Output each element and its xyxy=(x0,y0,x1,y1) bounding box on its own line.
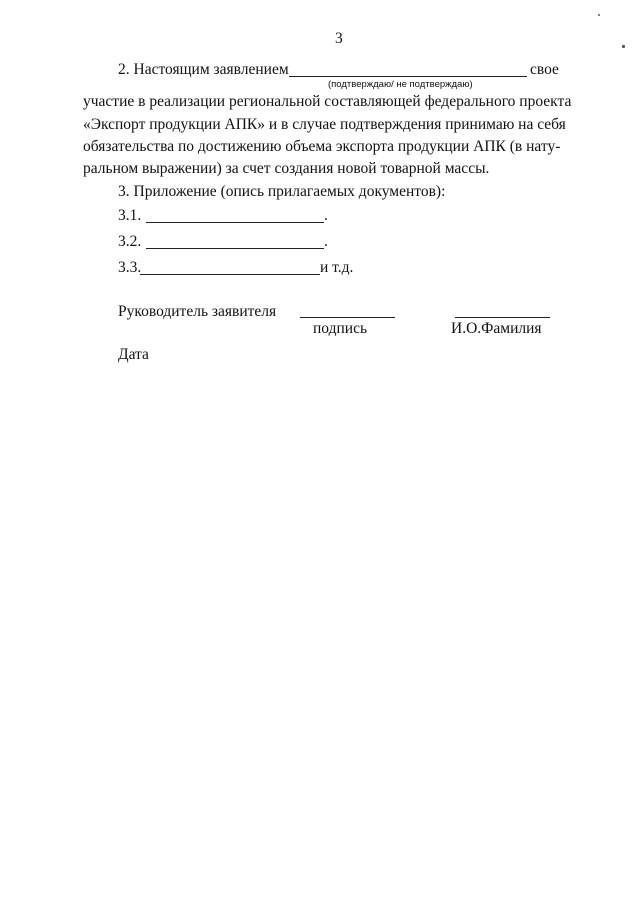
item-3-2-label: 3.2. xyxy=(118,233,142,250)
name-line xyxy=(455,317,550,318)
name-caption: И.О.Фамилия xyxy=(451,320,542,337)
section3-heading: 3. Приложение (опись прилагаемых документов): xyxy=(118,183,446,200)
section2-prefix: 2. Настоящим заявлением xyxy=(118,61,289,78)
item-3-1-line xyxy=(146,222,324,223)
date-label: Дата xyxy=(118,346,149,363)
item-3-3-label: 3.3. xyxy=(118,259,142,276)
confirm-blank-line xyxy=(289,76,527,77)
section2-line-4: ральном выражении) за счет создания новой товарной массы. xyxy=(83,160,490,177)
signature-line xyxy=(300,317,395,318)
item-3-1-end: . xyxy=(324,207,328,224)
page-number: 3 xyxy=(335,30,343,47)
item-3-3-end: и т.д. xyxy=(320,259,354,276)
section2-line-1: участие в реализации региональной составляющей федерального проекта xyxy=(83,93,572,110)
section2-line-2: «Экспорт продукции АПК» и в случае подтверждения принимаю на себя xyxy=(83,116,566,133)
item-3-1-label: 3.1. xyxy=(118,207,142,224)
signature-caption: подпись xyxy=(313,320,368,337)
item-3-2-line xyxy=(146,248,324,249)
section2-suffix: свое xyxy=(530,61,559,78)
section2-line-3: обязательства по достижению объема экспорта продукции АПК (в нату- xyxy=(83,138,561,155)
item-3-2-end: . xyxy=(324,233,328,250)
scan-speck xyxy=(598,14,600,16)
scan-speck xyxy=(622,45,625,48)
item-3-3-line xyxy=(140,274,320,275)
confirm-hint: (подтверждаю/ не подтверждаю) xyxy=(328,79,473,90)
signature-role: Руководитель заявителя xyxy=(118,303,277,320)
